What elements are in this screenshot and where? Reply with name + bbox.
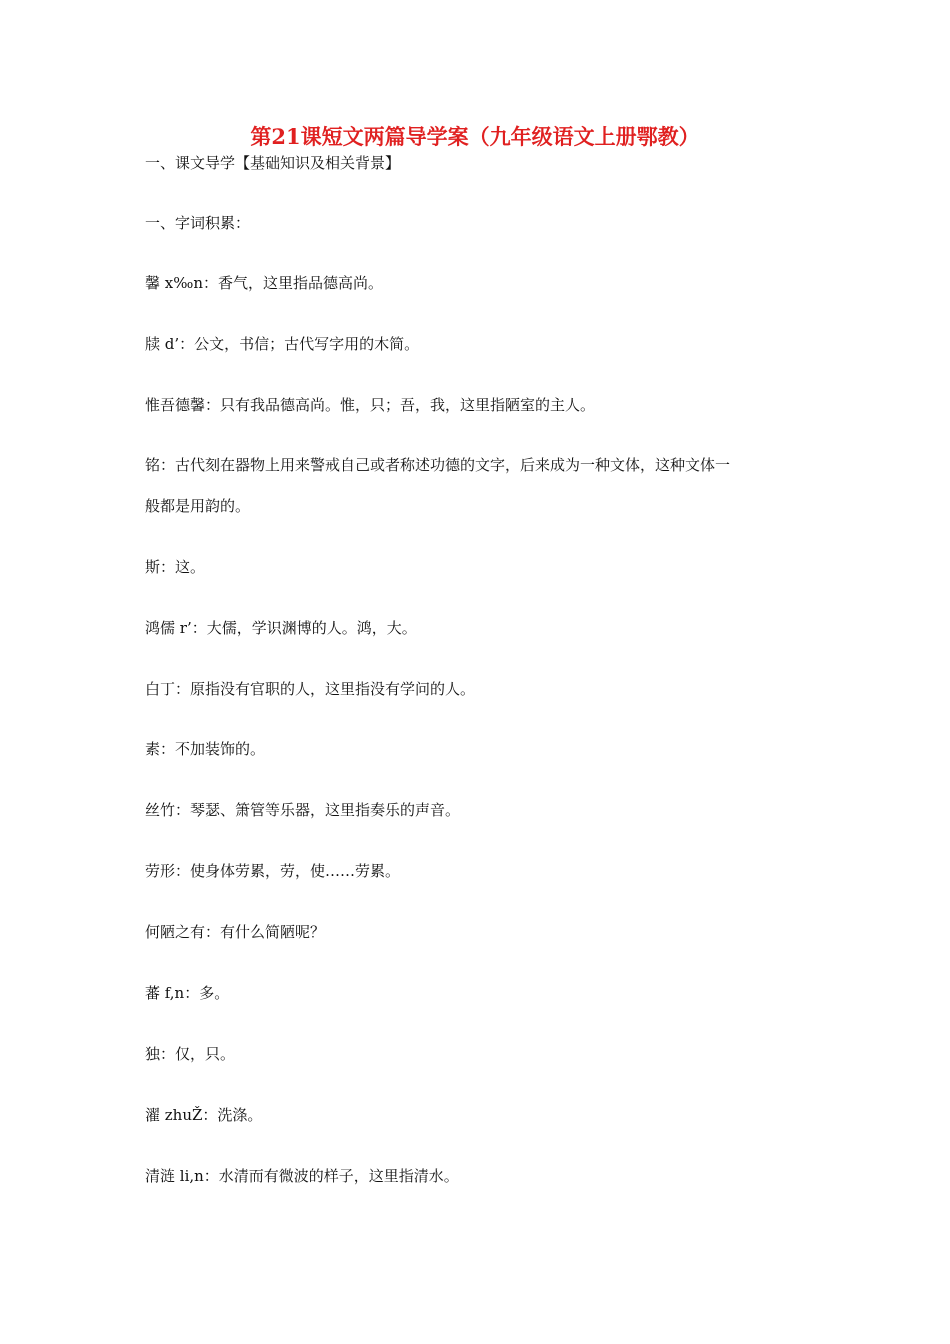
vocab-entry: 惟吾德馨：只有我品德高尚。惟，只；吾，我，这里指陋室的主人。 xyxy=(145,396,596,414)
vocab-entry: 蕃 f,n：多。 xyxy=(145,984,230,1002)
vocab-entry: 濯 zhuŽ：洗涤。 xyxy=(145,1106,263,1124)
vocab-entry: 馨 x‰n：香气，这里指品德高尚。 xyxy=(145,274,384,292)
vocab-entry: 清涟 li,n：水清而有微波的样子，这里指清水。 xyxy=(145,1167,459,1185)
vocab-entry: 独：仅，只。 xyxy=(145,1045,236,1063)
vocab-entry: 牍 d’：公文，书信；古代写字用的木简。 xyxy=(145,335,420,353)
vocab-entry: 劳形：使身体劳累，劳，使……劳累。 xyxy=(145,862,401,880)
vocab-entry-continued: 般都是用韵的。 xyxy=(145,497,251,515)
vocab-entry: 鸿儒 r’：大儒，学识渊博的人。鸿，大。 xyxy=(145,619,417,637)
subsection-heading: 一、字词积累： xyxy=(145,214,251,232)
vocab-entry: 何陋之有：有什么简陋呢？ xyxy=(145,923,326,941)
vocab-entry: 铭：古代刻在器物上用来警戒自己或者称述功德的文字，后来成为一种文体，这种文体一 xyxy=(145,456,731,474)
vocab-entry: 白丁：原指没有官职的人，这里指没有学问的人。 xyxy=(145,680,476,698)
vocab-entry: 丝竹：琴瑟、箫管等乐器，这里指奏乐的声音。 xyxy=(145,801,461,819)
section-heading: 一、课文导学【基础知识及相关背景】 xyxy=(145,154,401,172)
document-title: 第21课短文两篇导学案（九年级语文上册鄂教） xyxy=(250,124,700,149)
vocab-entry: 素：不加装饰的。 xyxy=(145,740,266,758)
vocab-entry: 斯：这。 xyxy=(145,558,206,576)
